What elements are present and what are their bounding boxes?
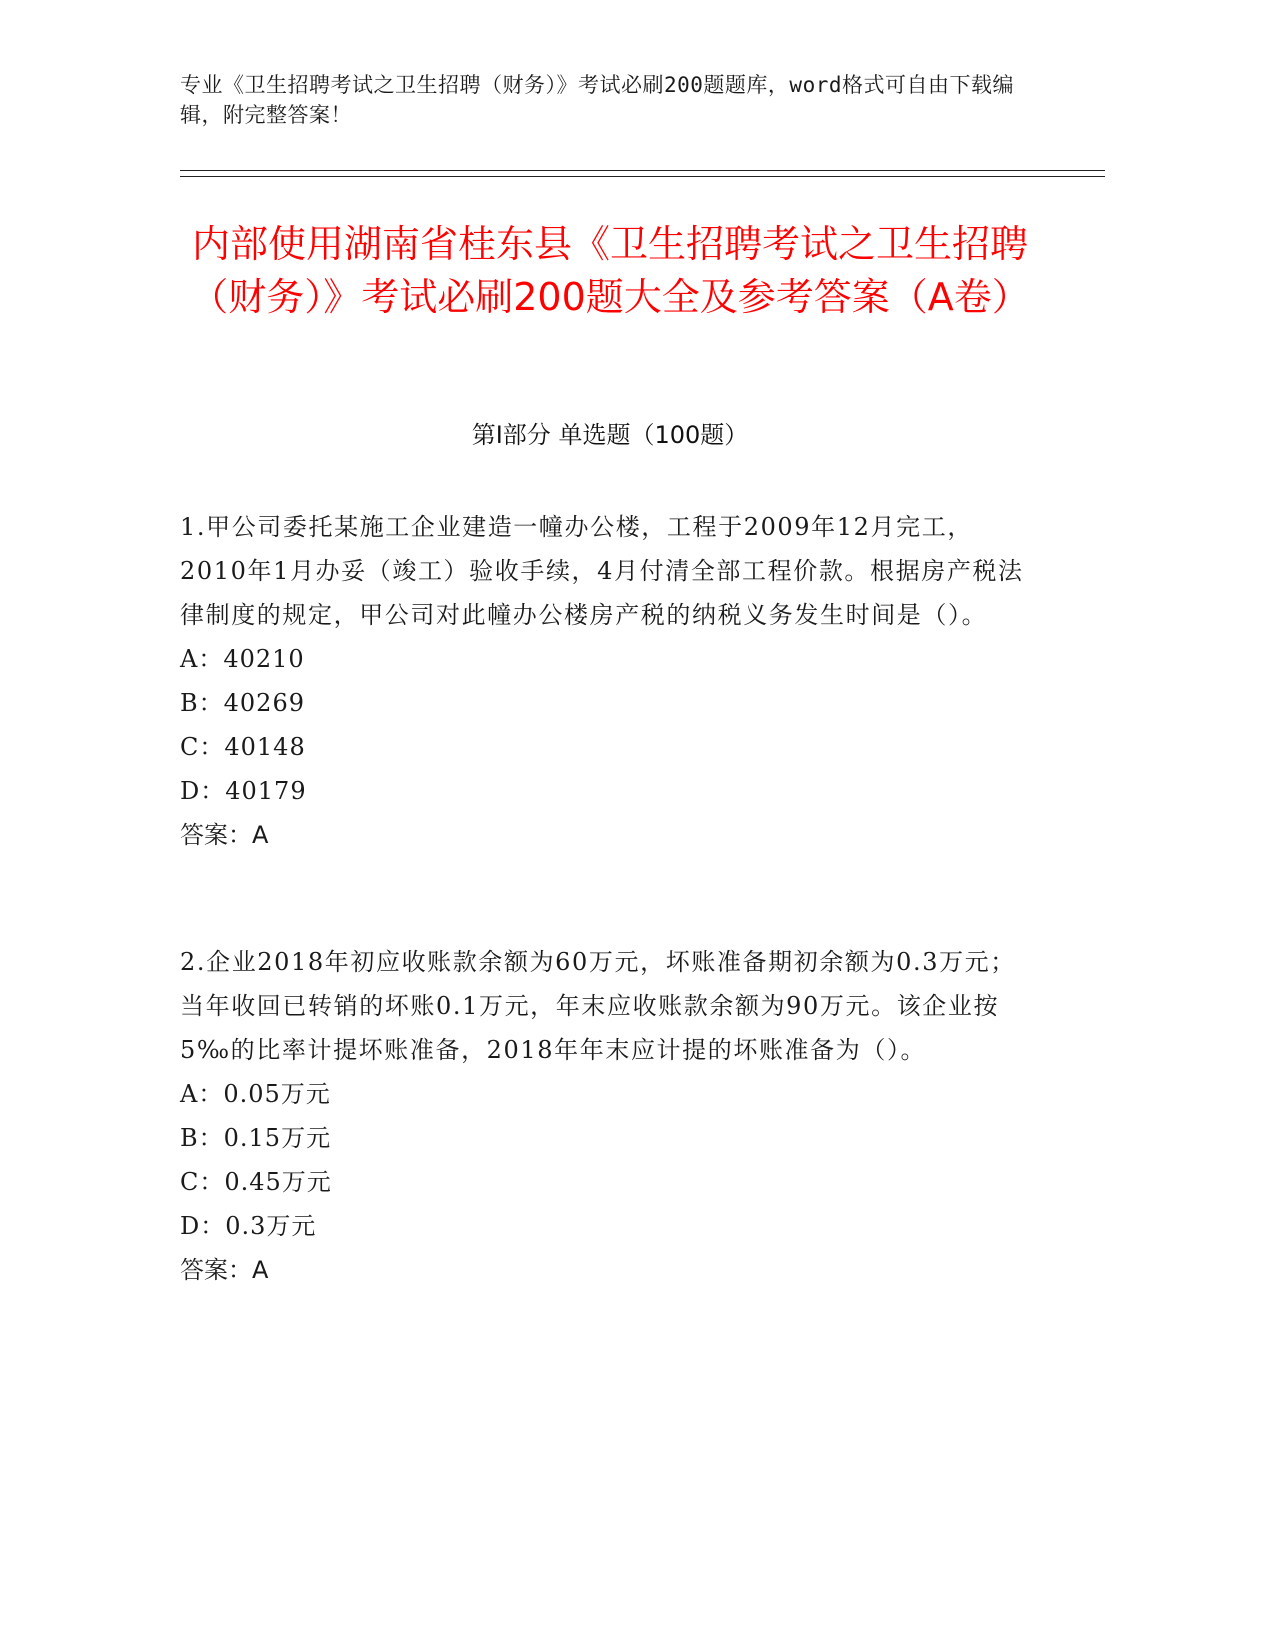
question-2 [180, 940, 1040, 1292]
answer: 答案：A [180, 1256, 269, 1284]
question-stem: 2.企业2018年初应收账款余额为60万元，坏账准备期初余额为0.3万元；当年收回已转销的坏账0.1万元，年末应收账款余额为90万元。该企业按5‰的比率计提坏账准备，2018年年末应计提的坏账准备为（）。 [180, 948, 1016, 1064]
option-a: A：40210 [180, 645, 305, 673]
option-b: B：40269 [180, 689, 305, 717]
option-c: C：0.45万元 [180, 1168, 332, 1196]
option-b: B：0.15万元 [180, 1124, 332, 1152]
header-divider-top [180, 170, 1105, 171]
question-1 [180, 505, 1040, 857]
header-note: 专业《卫生招聘考试之卫生招聘（财务）》考试必刷200题题库，word格式可自由下载编辑，附完整答案！ [180, 73, 1014, 127]
question-stem: 1.甲公司委托某施工企业建造一幢办公楼，工程于2009年12月完工，2010年1月办妥（竣工）验收手续，4月付清全部工程价款。根据房产税法律制度的规定，甲公司对此幢办公楼房产税的纳税义务发生时间是（）。 [180, 513, 1024, 629]
header-divider-bottom [180, 176, 1105, 177]
option-a: A：0.05万元 [180, 1080, 331, 1108]
option-d: D：0.3万元 [180, 1212, 317, 1240]
option-d: D：40179 [180, 777, 307, 805]
document-title: 内部使用湖南省桂东县《卫生招聘考试之卫生招聘（财务）》考试必刷200题大全及参考答案（A卷） [190, 222, 1030, 319]
answer: 答案：A [180, 821, 269, 849]
option-c: C：40148 [180, 733, 306, 761]
section-heading: 第I部分 单选题（100题） [471, 421, 749, 449]
